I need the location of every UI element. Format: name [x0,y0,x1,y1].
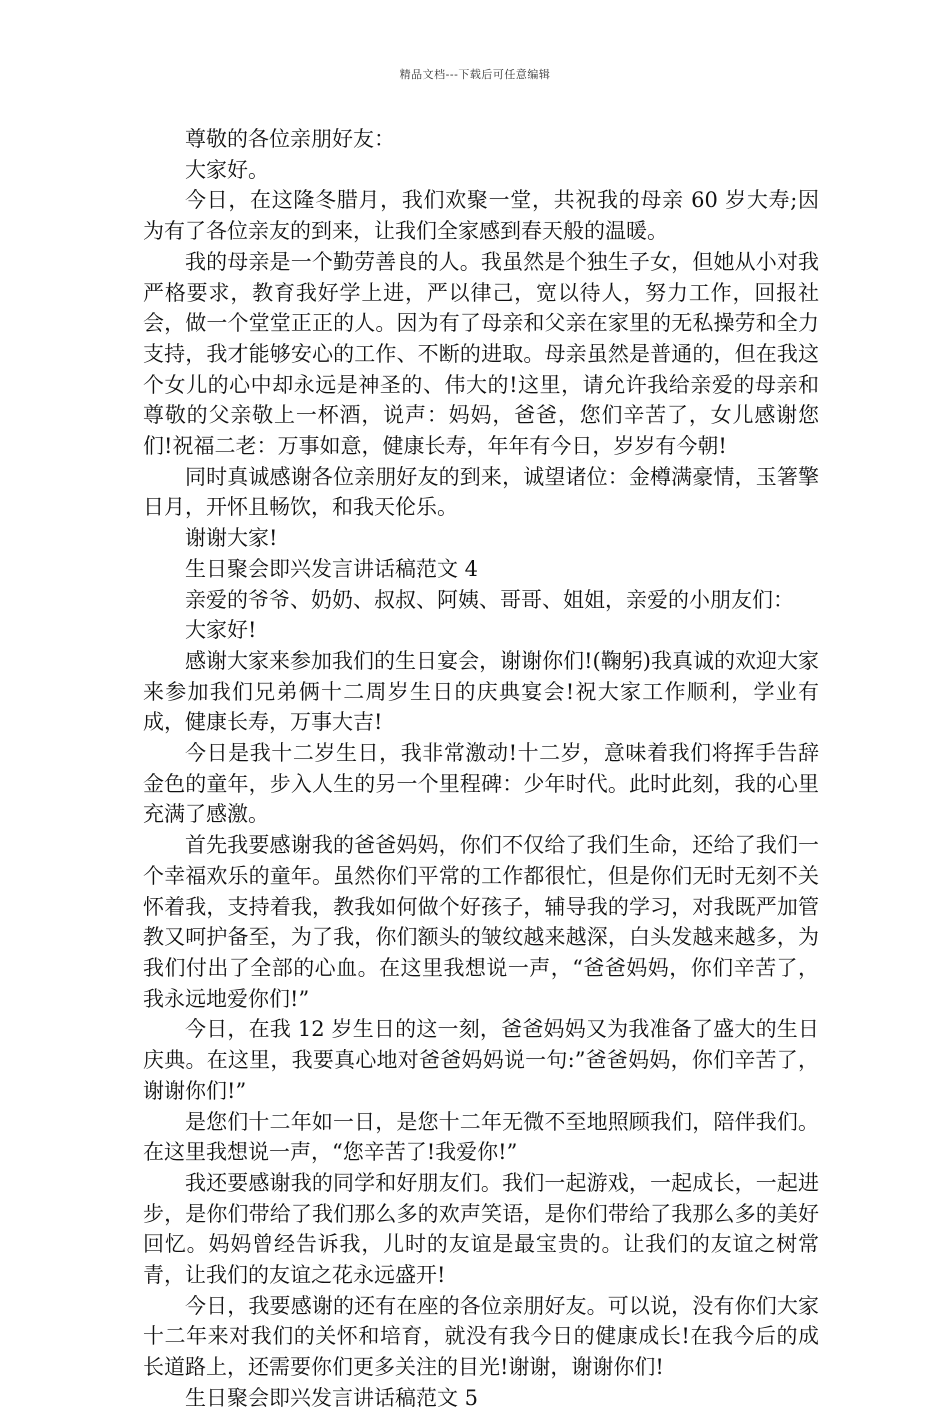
paragraph: 我还要感谢我的同学和好朋友们。我们一起游戏，一起成长，一起进步，是你们带给了我们那么多的欢声笑语，是你们带给了我那么多的美好回忆。妈妈曾经告诉我，儿时的友谊是最宝贵的。让我们的友谊之树常青，让我们的友谊之花永远盛开! [143,1170,819,1288]
salutation: 尊敬的各位亲朋好友： [185,127,395,151]
salutation: 亲爱的爷爷、奶奶、叔叔、阿姨、哥哥、姐姐，亲爱的小朋友们： [185,587,794,612]
section-heading: 生日聚会即兴发言讲话稿范文 5 [185,1385,479,1410]
closing: 谢谢大家! [185,526,278,551]
document-body [143,124,819,1414]
paragraph: 今日，在我 12 岁生日的这一刻，爸爸妈妈又为我准备了盛大的生日庆典。在这里，我要真心地对爸爸妈妈说一句:”爸爸妈妈，你们辛苦了，谢谢你们!” [143,1017,819,1103]
paragraph: 今日，在这隆冬腊月，我们欢聚一堂，共祝我的母亲 60 岁大寿;因为有了各位亲友的到来，让我们全家感到春天般的温暖。 [143,188,819,244]
greeting: 大家好! [185,618,257,643]
section-heading: 生日聚会即兴发言讲话稿范文 4 [185,556,479,581]
paragraph: 首先我要感谢我的爸爸妈妈，你们不仅给了我们生命，还给了我们一个幸福欢乐的童年。虽然你们平常的工作都很忙，但是你们无时无刻不关怀着我，支持着我，教我如何做个好孩子，辅导我的学习，对我既严加管教又呵护备至，为了我，你们额头的皱纹越来越深，白头发越来越多，为我们付出了全部的心血。在这里我想说一声，“爸爸妈妈，你们辛苦了，我永远地爱你们!” [143,833,819,1011]
paragraph: 是您们十二年如一日，是您十二年无微不至地照顾我们，陪伴我们。在这里我想说一声，“您辛苦了!我爱你!” [143,1109,819,1165]
paragraph: 同时真诚感谢各位亲朋好友的到来，诚望诸位：金樽满豪情，玉箸擎日月，开怀且畅饮，和我天伦乐。 [143,464,819,520]
page-header: 精品文档---下载后可任意编辑 [399,68,551,81]
paragraph: 我的母亲是一个勤劳善良的人。我虽然是个独生子女，但她从小对我严格要求，教育我好学上进，严以律己，宽以待人，努力工作，回报社会，做一个堂堂正正的人。因为有了母亲和父亲在家里的无私操劳和全力支持，我才能够安心的工作、不断的进取。母亲虽然是普通的，但在我这个女儿的心中却永远是神圣的、伟大的!这里，请允许我给亲爱的母亲和尊敬的父亲敬上一杯酒，说声：妈妈，爸爸，您们辛苦了，女儿感谢您们!祝福二老：万事如意，健康长寿，年年有今日，岁岁有今朝! [143,249,819,459]
paragraph: 今日，我要感谢的还有在座的各位亲朋好友。可以说，没有你们大家十二年来对我们的关怀和培育，就没有我今日的健康成长!在我今后的成长道路上，还需要你们更多关注的目光!谢谢，谢谢你们! [143,1293,819,1380]
paragraph: 感谢大家来参加我们的生日宴会，谢谢你们!(鞠躬)我真诚的欢迎大家来参加我们兄弟俩十二周岁生日的庆典宴会!祝大家工作顺利，学业有成，健康长寿，万事大吉! [143,648,819,735]
paragraph: 今日是我十二岁生日，我非常激动!十二岁，意味着我们将挥手告辞金色的童年，步入人生的另一个里程碑：少年时代。此时此刻，我的心里充满了感激。 [143,741,819,827]
greeting: 大家好。 [185,157,269,182]
